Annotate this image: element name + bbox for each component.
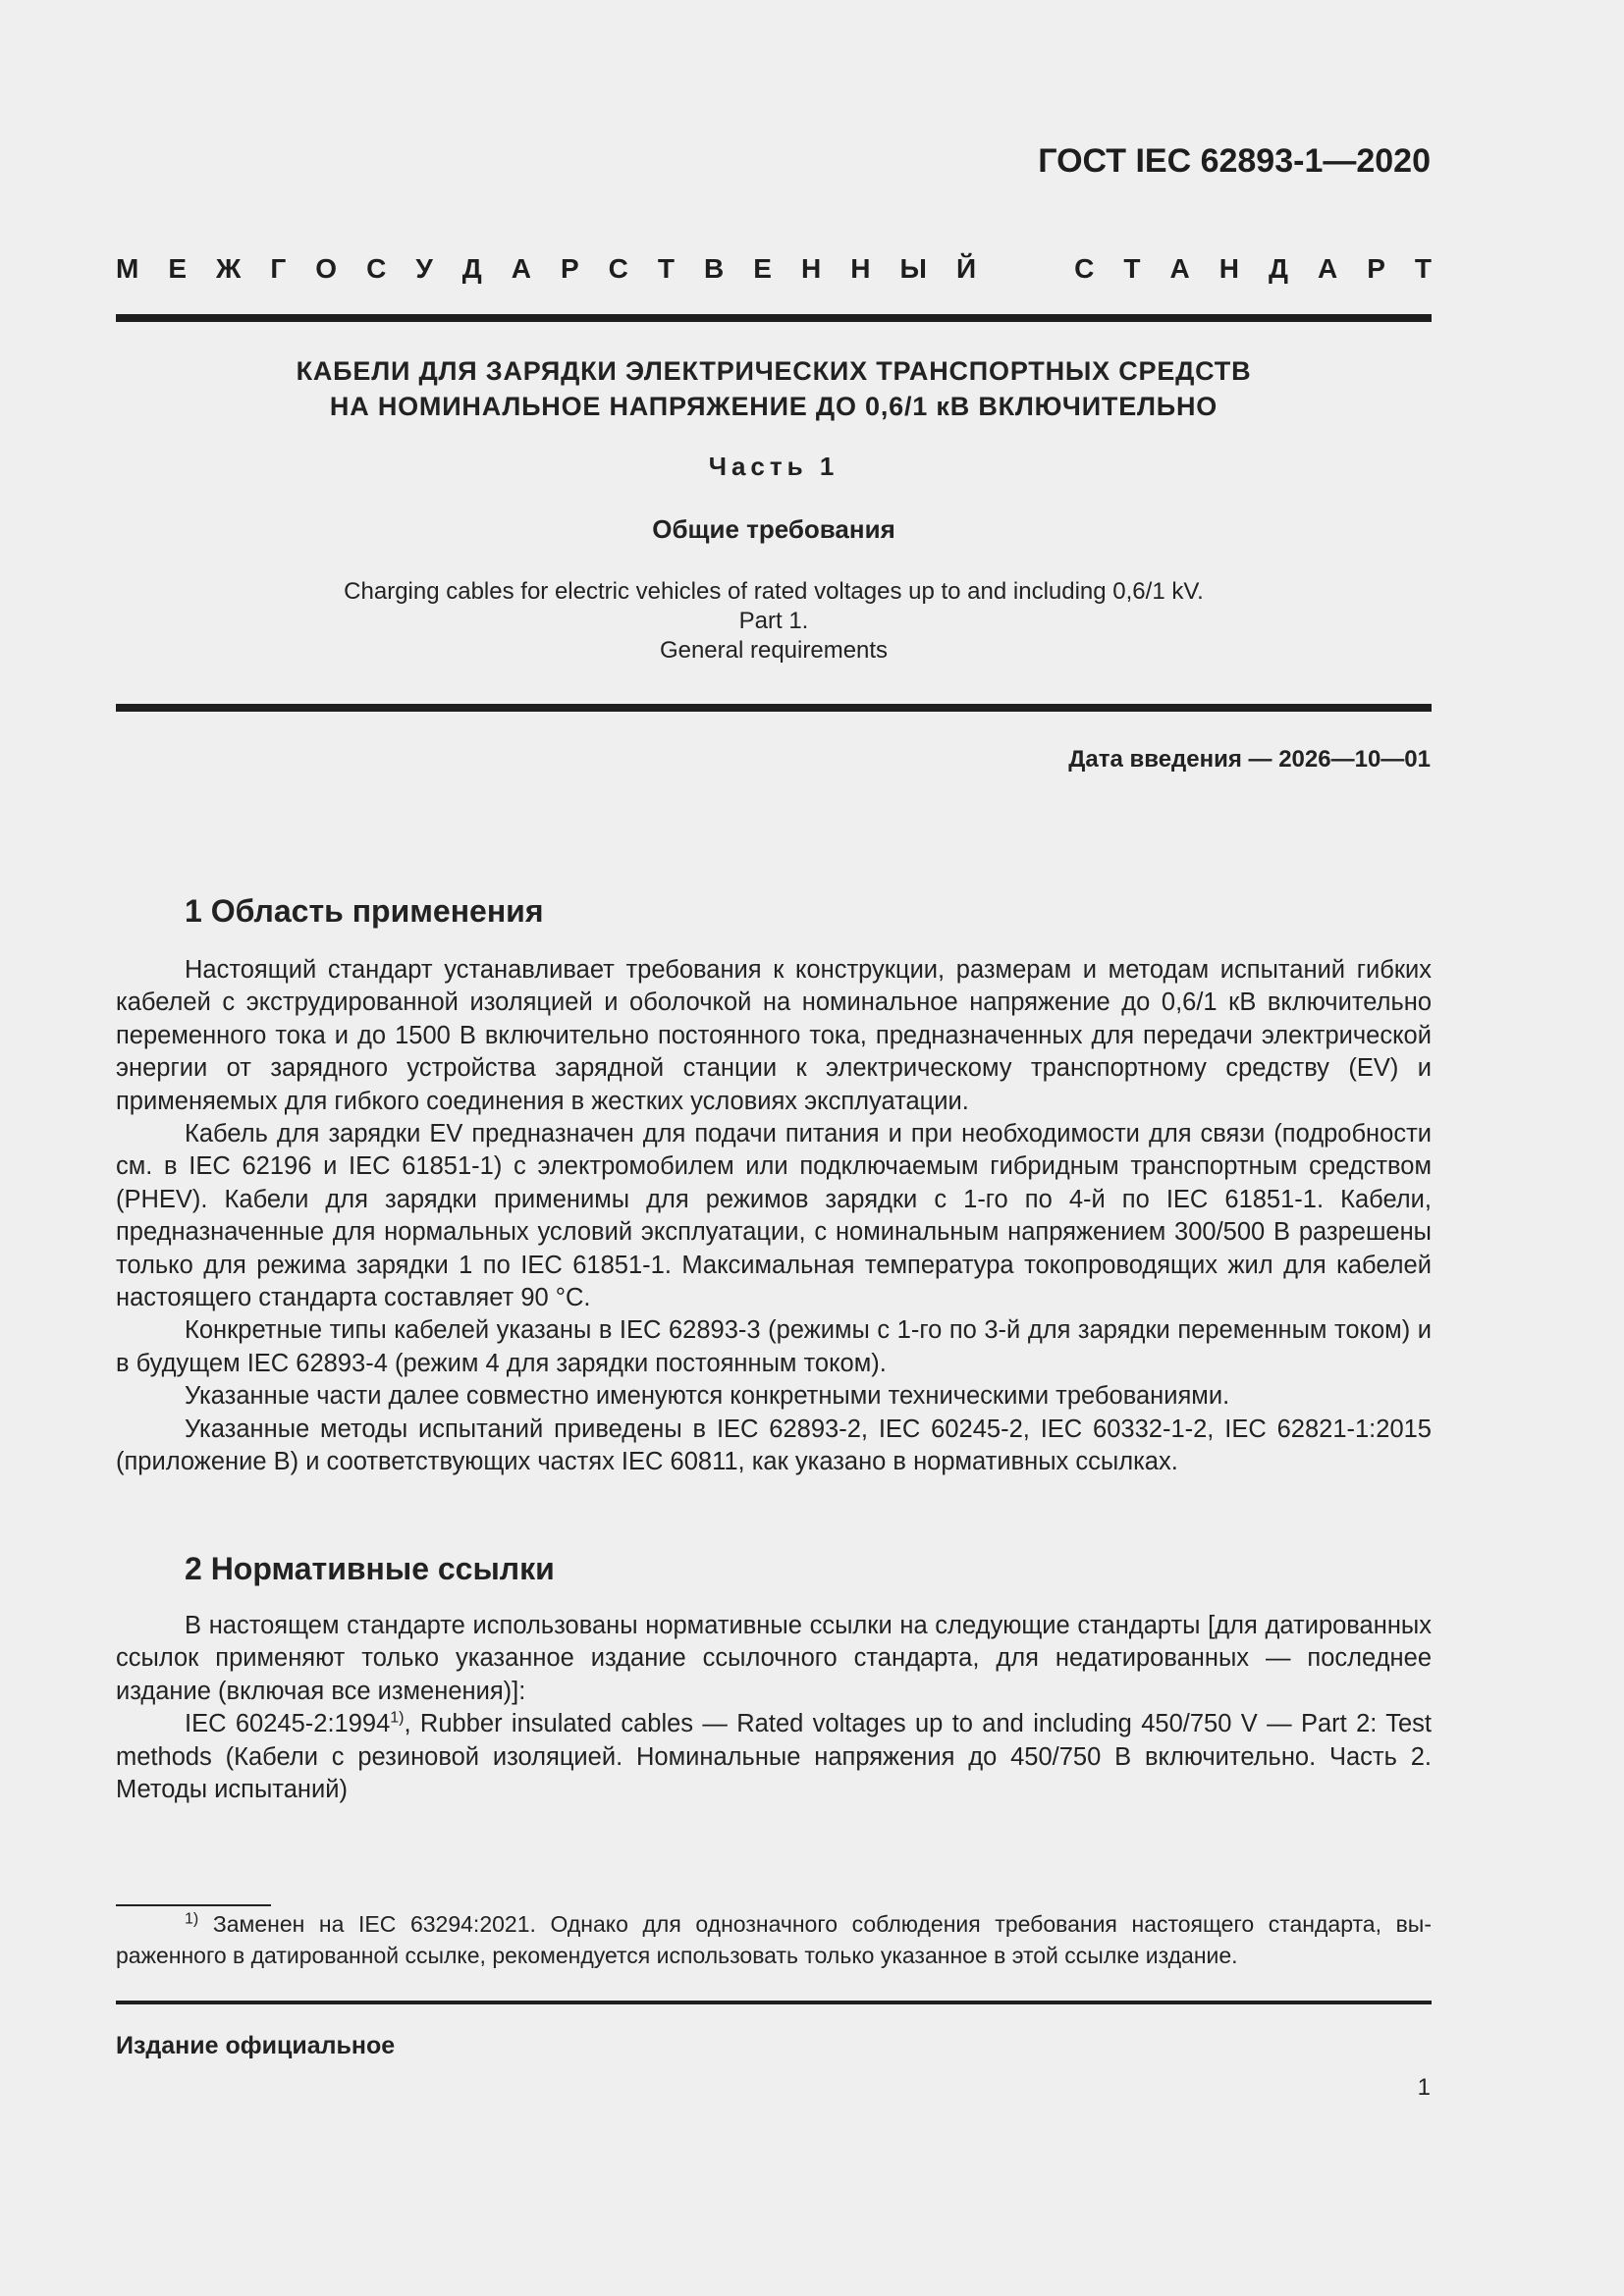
letter: Й bbox=[955, 253, 977, 284]
title-bottom-rule bbox=[116, 704, 1432, 712]
section-1-heading: 1 Область применения bbox=[185, 893, 544, 929]
letter: Ж bbox=[216, 253, 242, 284]
title-line-2: НА НОМИНАЛЬНОЕ НАПРЯЖЕНИЕ ДО 0,6/1 кВ ВКЛЮЧИТЕЛЬНО bbox=[329, 392, 1218, 421]
part-subtitle: Общие требования bbox=[652, 514, 895, 544]
paragraph: Настоящий стандарт устанавливает требования к конструкции, размерам и методам испытаний гибких кабелей с экструдированной изоляцией и оболочкой на номинальное напряжение до 0,6/1 кВ включительно переменного тока и до 1500 В включительно постоянного тока, предназначенных для передачи электрической энергии от зарядного устройства зарядной станции к электрическому транспортному средству (EV) и применяемых для гибкого соединения в жестких условиях эксплуатации. bbox=[116, 956, 1432, 1115]
reference-code: IEC 60245-2:1994 bbox=[185, 1710, 391, 1738]
letter: Д bbox=[461, 253, 482, 284]
top-rule bbox=[116, 314, 1432, 322]
document-title bbox=[116, 353, 1432, 424]
official-edition-label: Издание официальное bbox=[116, 2032, 396, 2059]
paragraph: В настоящем стандарте использованы нормативные ссылки на следующие стандарты [для датированных ссылок применяют только указанное издание ссылочного стандарта, для недатированных — последнее издание (включая все изменения)]: bbox=[116, 1612, 1432, 1705]
word-gap bbox=[1005, 253, 1045, 285]
letter: С bbox=[366, 253, 387, 284]
letter: Р bbox=[1367, 253, 1385, 284]
letter: Г bbox=[270, 253, 287, 284]
reference-entry bbox=[116, 1708, 1432, 1806]
footnote-body: Заменен на IEC 63294:2021. Однако для однозначного соблюдения требования настоящего стандарта, выраженного в датированной ссылке, рекомендуется использовать только указанное в этой ссылке издание. bbox=[116, 1911, 1432, 1968]
footnote bbox=[116, 1908, 1432, 1971]
page-number: 1 bbox=[1417, 2074, 1431, 2101]
letter: Д bbox=[1268, 253, 1288, 284]
document-code: ГОСТ IEC 62893-1—2020 bbox=[1038, 142, 1431, 180]
paragraph: Указанные части далее совместно именуются конкретными техническими требованиями. bbox=[185, 1382, 1230, 1411]
footnote-marker[interactable]: 1) bbox=[390, 1709, 405, 1727]
letter: С bbox=[1074, 253, 1095, 284]
footnote-separator bbox=[116, 1904, 271, 1906]
section-1-body bbox=[116, 954, 1432, 1479]
letter: Т bbox=[657, 253, 676, 284]
footnote-text bbox=[116, 1908, 1432, 1971]
letter: Н bbox=[850, 253, 871, 284]
letter: М bbox=[116, 253, 139, 284]
letter: А bbox=[1317, 253, 1338, 284]
english-title bbox=[116, 577, 1432, 666]
letter: Е bbox=[753, 253, 772, 284]
english-title-line-1: Charging cables for electric vehicles of rated voltages up to and including 0,6/1 kV. bbox=[344, 578, 1204, 605]
letter: Т bbox=[1414, 253, 1432, 284]
introduction-date: Дата введения — 2026—10—01 bbox=[1068, 746, 1431, 773]
letter: Н bbox=[1218, 253, 1239, 284]
paragraph: Конкретные типы кабелей указаны в IEC 62893-3 (режимы с 1-го по 3-й для зарядки переменным током) и в будущем IEC 62893-4 (режим 4 для зарядки постоянным током). bbox=[116, 1316, 1432, 1377]
english-title-line-3: General requirements bbox=[659, 637, 889, 664]
letter: А bbox=[511, 253, 531, 284]
letter: Ы bbox=[899, 253, 927, 284]
letter: С bbox=[608, 253, 628, 284]
footnote-number: 1) bbox=[185, 1910, 199, 1928]
english-title-line-2: Part 1. bbox=[738, 608, 809, 634]
interstate-standard-heading bbox=[116, 253, 1432, 285]
section-2-heading: 2 Нормативные ссылки bbox=[185, 1551, 555, 1586]
title-line-1: КАБЕЛИ ДЛЯ ЗАРЯДКИ ЭЛЕКТРИЧЕСКИХ ТРАНСПОРТНЫХ СРЕДСТВ bbox=[296, 356, 1252, 386]
letter: Н bbox=[801, 253, 822, 284]
paragraph: Кабель для зарядки EV предназначен для подачи питания и при необходимости для связи (подробности см. в IEC 62196 и IEC 61851-1) с электромобилем или подключаемым гибридным транспортным средством (PHEV). Кабели для зарядки применимы для режимов зарядки с 1-го по 4-й по IEC 61851-1. Кабели, предназначенные для нормальных условий эксплуатации, с номинальным напряжением 300/500 В разрешены только для режима зарядки 1 по IEC 61851-1. Максимальная температура токопроводящих жил для кабелей настоящего стандарта составляет 90 °С. bbox=[116, 1120, 1432, 1312]
section-2-body bbox=[116, 1610, 1432, 1806]
letter: У bbox=[415, 253, 433, 284]
letter: В bbox=[704, 253, 725, 284]
footer-rule bbox=[116, 2001, 1432, 2004]
letter: О bbox=[315, 253, 338, 284]
paragraph: Указанные методы испытаний приведены в IEC 62893-2, IEC 60245-2, IEC 60332-1-2, IEC 62821-1:2015 (приложение В) и соответствующих частях IEC 60811, как указано в нормативных ссылках. bbox=[116, 1415, 1432, 1476]
part-label: Часть 1 bbox=[708, 452, 839, 481]
letter: Т bbox=[1123, 253, 1141, 284]
reference-text: , Rubber insulated cables — Rated voltages up to and including 450/750 V — Part 2: Test methods (Кабели с резиновой изоляцией. Номинальные напряжения до 450/750 В включительно. Часть 2. Методы испытаний) bbox=[116, 1710, 1432, 1804]
letter: Р bbox=[560, 253, 579, 284]
letter: А bbox=[1169, 253, 1190, 284]
letter: Е bbox=[168, 253, 188, 284]
